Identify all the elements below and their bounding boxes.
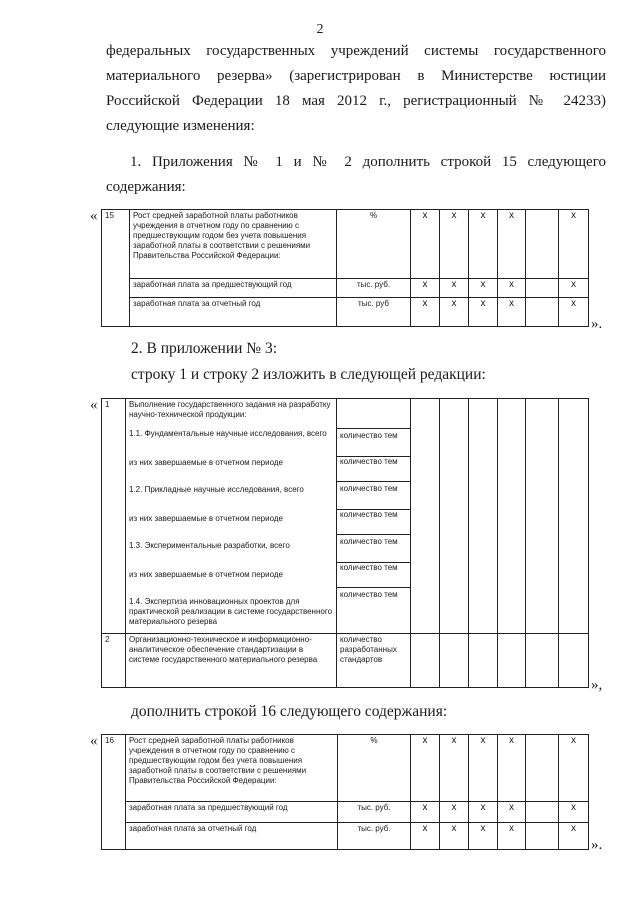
item2-subheading: строку 1 и строку 2 изложить в следующей редакции:: [131, 366, 486, 383]
value-cell: [559, 399, 589, 634]
intro-line: следующие изменения:: [106, 118, 255, 134]
value-cell: x: [498, 279, 526, 298]
unit-cell: количество тем: [340, 590, 398, 599]
value-cell: [469, 634, 498, 688]
value-cell: x: [559, 298, 589, 327]
value-cell: x: [559, 279, 589, 298]
value-cell: [526, 634, 559, 688]
table-row: [102, 210, 589, 279]
value-cell: x: [498, 210, 526, 279]
row-number: 16: [102, 735, 126, 850]
subitem-name: 1.2. Прикладные научные исследования, всего: [129, 485, 304, 494]
unit-cell: количество тем: [337, 482, 410, 510]
unit-column: [337, 399, 411, 634]
value-cell: x: [469, 279, 498, 298]
unit-cell: количество тем: [337, 429, 410, 457]
value-cell: x: [440, 735, 469, 802]
value-cell: x: [411, 823, 440, 850]
value-cell: x: [498, 823, 526, 850]
item1-line: 1. Приложения № 1 и № 2 дополнить строкой 15 следующего: [130, 154, 606, 170]
indicator-name: Организационно-техническое и информационно-аналитическое обеспечение стандартизации в системе государственного материального резерва: [126, 634, 337, 688]
unit-cell: количество тем: [337, 563, 410, 588]
subitem-name: 1.3. Экспериментальные разработки, всего: [129, 541, 290, 550]
closing-quote: ».: [591, 837, 603, 853]
row-number: 2: [102, 634, 126, 688]
table-row: [102, 823, 589, 850]
indicator-name: заработная плата за предшествующий год: [130, 279, 337, 298]
item2-heading: 2. В приложении № 3:: [131, 340, 278, 357]
table-row: [102, 802, 589, 823]
value-cell: [526, 802, 559, 823]
value-cell: x: [469, 802, 498, 823]
value-cell: [411, 634, 440, 688]
value-cell: x: [469, 298, 498, 327]
value-cell: [469, 399, 498, 634]
value-cell: x: [440, 279, 469, 298]
table-row-15: [101, 209, 589, 327]
indicator-name: Рост средней заработной платы работников учреждения в отчетном году по сравнению с предшествующим годом без учета повышения заработной платы в соответствии с решениями Правительства Российской Федерации:: [126, 735, 338, 802]
indicator-name: заработная плата за предшествующий год: [126, 802, 338, 823]
value-cell: [440, 634, 469, 688]
unit-cell: количество тем: [337, 535, 410, 563]
value-cell: [440, 399, 469, 634]
value-cell: [526, 210, 559, 279]
value-cell: x: [469, 823, 498, 850]
table-row-16: [101, 734, 589, 850]
intro-line: материального резерва» (зарегистрирован в Министерстве юстиции: [106, 68, 606, 84]
opening-quote: «: [90, 397, 98, 413]
unit-cell: тыс. руб.: [337, 279, 411, 298]
table-row: [102, 735, 589, 802]
unit-cell: тыс. руб.: [338, 802, 411, 823]
table-rows-1-2: [101, 398, 589, 688]
value-cell: [498, 399, 526, 634]
value-cell: x: [559, 823, 589, 850]
unit-cell: количество тем: [337, 457, 410, 482]
unit-cell: тыс. руб.: [338, 823, 411, 850]
unit-cell: %: [338, 735, 411, 802]
unit-cell: количество тем: [337, 510, 410, 535]
page-number: 2: [316, 22, 324, 37]
indicator-name: заработная плата за отчетный год: [130, 298, 337, 327]
subitem-name: 1.4. Экспертиза инновационных проектов для практической реализации в системе государственного материального резерва: [129, 597, 333, 626]
closing-quote: ».: [591, 316, 603, 332]
value-cell: x: [440, 823, 469, 850]
value-cell: [526, 279, 559, 298]
value-cell: [559, 634, 589, 688]
value-cell: x: [469, 735, 498, 802]
subitem-name: из них завершаемые в отчетном периоде: [129, 570, 283, 579]
unit-cell: %: [337, 210, 411, 279]
subitem-name: 1.1. Фундаментальные научные исследования, всего: [129, 429, 327, 438]
table-row: [102, 399, 589, 634]
row-number: 1: [102, 399, 126, 634]
subitem-name: из них завершаемые в отчетном периоде: [129, 514, 283, 523]
item1-paragraph: [106, 150, 606, 200]
indicator-name: заработная плата за отчетный год: [126, 823, 338, 850]
value-cell: [498, 634, 526, 688]
value-cell: [526, 823, 559, 850]
item3-heading: дополнить строкой 16 следующего содержания:: [131, 703, 448, 720]
indicator-name: [126, 399, 337, 634]
unit-cell: тыс. руб: [337, 298, 411, 327]
value-cell: x: [559, 735, 589, 802]
value-cell: [526, 735, 559, 802]
value-cell: x: [411, 802, 440, 823]
table-row: [102, 298, 589, 327]
item1-line: содержания:: [106, 179, 186, 195]
section-heading: Выполнение государственного задания на разработку научно-технической продукции:: [129, 400, 331, 419]
table-row: [102, 634, 589, 688]
value-cell: x: [469, 210, 498, 279]
subitem-name: из них завершаемые в отчетном периоде: [129, 458, 283, 467]
value-cell: x: [440, 298, 469, 327]
intro-line: федеральных государственных учреждений системы государственного: [106, 43, 606, 59]
unit-cell: количество разработанных стандартов: [337, 634, 411, 688]
value-cell: x: [411, 210, 440, 279]
indicator-name: Рост средней заработной платы работников учреждения в отчетном году по сравнению с предшествующим годом без учета повышения заработной платы в соответствии с решениями Правительства Российской Федерации:: [130, 210, 337, 279]
value-cell: x: [411, 298, 440, 327]
opening-quote: «: [90, 208, 98, 224]
value-cell: x: [440, 802, 469, 823]
table-row: [102, 279, 589, 298]
value-cell: x: [498, 802, 526, 823]
value-cell: [411, 399, 440, 634]
value-cell: x: [411, 279, 440, 298]
value-cell: x: [559, 802, 589, 823]
opening-quote: «: [90, 733, 98, 749]
value-cell: x: [440, 210, 469, 279]
row-number: 15: [102, 210, 130, 327]
intro-paragraph: [106, 39, 606, 139]
value-cell: [526, 298, 559, 327]
value-cell: x: [411, 735, 440, 802]
value-cell: x: [498, 735, 526, 802]
value-cell: [526, 399, 559, 634]
intro-line: Российской Федерации 18 мая 2012 г., регистрационный № 24233): [106, 93, 606, 109]
value-cell: x: [498, 298, 526, 327]
value-cell: x: [559, 210, 589, 279]
closing-quote: »,: [591, 677, 603, 693]
